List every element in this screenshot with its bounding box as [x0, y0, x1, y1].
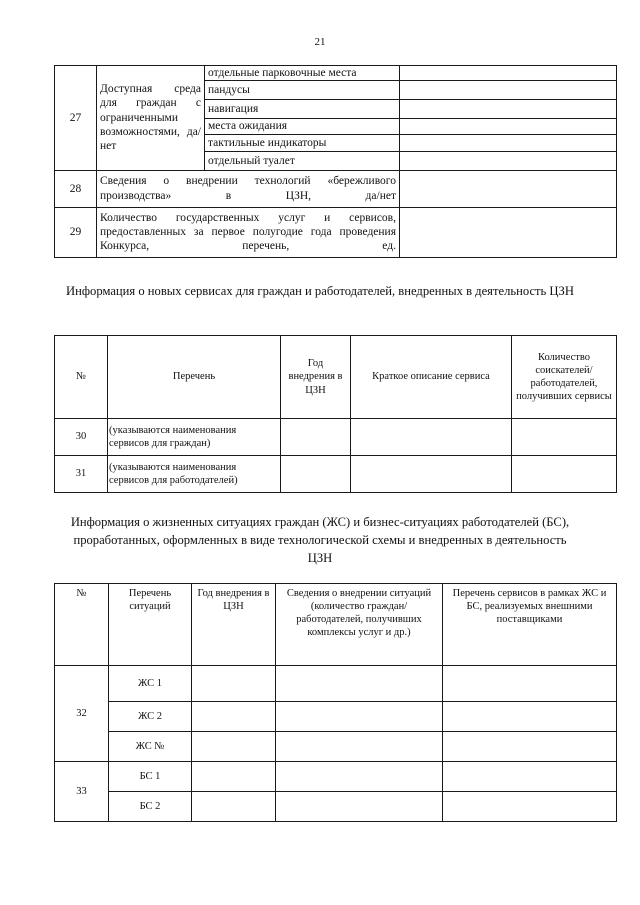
- table-row: [55, 419, 617, 456]
- row-number: 33: [55, 762, 109, 822]
- sub-item: тактильные индикаторы: [205, 134, 400, 151]
- column-header: №: [55, 584, 109, 666]
- row-description: Доступная среда для граждан с ограниченными возможностями, да/нет: [97, 66, 205, 171]
- situation-label: ЖС 1: [109, 666, 192, 702]
- value-cell[interactable]: [443, 732, 617, 762]
- table-row: [55, 666, 617, 702]
- value-cell[interactable]: [443, 762, 617, 792]
- value-cell[interactable]: [192, 732, 276, 762]
- value-cell[interactable]: [192, 762, 276, 792]
- table-row: [55, 762, 617, 792]
- value-cell[interactable]: [400, 134, 617, 151]
- table-row: [55, 732, 617, 762]
- value-cell[interactable]: [443, 666, 617, 702]
- section-heading-services: Информация о новых сервисах для граждан и работодателей, внедренных в деятельность ЦЗН: [66, 284, 574, 298]
- value-cell[interactable]: [281, 419, 351, 456]
- value-cell[interactable]: [281, 456, 351, 493]
- column-header: Количество соискателей/ работодателей, получивших сервисы: [512, 336, 617, 419]
- row-number: 32: [55, 666, 109, 762]
- row-number: 30: [55, 419, 108, 456]
- service-list-cell: (указываются наименования сервисов для граждан): [108, 419, 281, 456]
- value-cell[interactable]: [192, 666, 276, 702]
- column-header: Перечень сервисов в рамках ЖС и БС, реализуемых внешними поставщиками: [443, 584, 617, 666]
- situation-label: БС 2: [109, 792, 192, 822]
- value-cell[interactable]: [400, 170, 617, 207]
- sub-item: отдельные парковочные места: [205, 66, 400, 81]
- value-cell[interactable]: [351, 456, 512, 493]
- value-cell[interactable]: [276, 666, 443, 702]
- row-description: Сведения о внедрении технологий «бережливого производства» в ЦЗН, да/нет: [97, 170, 400, 207]
- column-header: Краткое описание сервиса: [351, 336, 512, 419]
- column-header: №: [55, 336, 108, 419]
- table-row: [55, 702, 617, 732]
- row-number: 27: [55, 66, 97, 171]
- situation-label: БС 1: [109, 762, 192, 792]
- sub-item: навигация: [205, 100, 400, 119]
- column-header: Перечень: [108, 336, 281, 419]
- value-cell[interactable]: [400, 151, 617, 170]
- services-table: [54, 335, 617, 493]
- value-cell[interactable]: [192, 702, 276, 732]
- column-header: Год внедрения в ЦЗН: [281, 336, 351, 419]
- value-cell[interactable]: [276, 762, 443, 792]
- table-header-row: [55, 336, 617, 419]
- value-cell[interactable]: [443, 702, 617, 732]
- section-heading-situations: Информация о жизненных ситуациях граждан (ЖС) и бизнес-ситуациях работодателей (БС), проработанных, оформленных в виде технологической схемы и внедренных в деятельность ЦЗН: [70, 515, 570, 565]
- value-cell[interactable]: [400, 81, 617, 100]
- row-number: 29: [55, 207, 97, 257]
- value-cell[interactable]: [400, 66, 617, 81]
- table-row: [55, 456, 617, 493]
- value-cell[interactable]: [276, 702, 443, 732]
- value-cell[interactable]: [192, 792, 276, 822]
- value-cell[interactable]: [400, 207, 617, 257]
- row-number: 31: [55, 456, 108, 493]
- column-header: Год внедрения в ЦЗН: [192, 584, 276, 666]
- table-row: [55, 207, 617, 257]
- sub-item: места ожидания: [205, 119, 400, 134]
- value-cell[interactable]: [400, 119, 617, 134]
- situation-label: ЖС №: [109, 732, 192, 762]
- table-header-row: [55, 584, 617, 666]
- page-number: 21: [314, 36, 326, 48]
- row-description: Количество государственных услуг и сервисов, предоставленных за первое полугодие года проведения Конкурса, перечень, ед.: [97, 207, 400, 257]
- column-header: Сведения о внедрении ситуаций (количество граждан/ работодателей, получивших комплексы услуг и др.): [276, 584, 443, 666]
- value-cell[interactable]: [276, 792, 443, 822]
- table-row: [55, 792, 617, 822]
- sub-item: пандусы: [205, 81, 400, 100]
- service-list-cell: (указываются наименования сервисов для работодателей): [108, 456, 281, 493]
- value-cell[interactable]: [443, 792, 617, 822]
- row-number: 28: [55, 170, 97, 207]
- column-header: Перечень ситуаций: [109, 584, 192, 666]
- table-row: [55, 66, 617, 81]
- value-cell[interactable]: [276, 732, 443, 762]
- indicators-table: [54, 65, 617, 258]
- value-cell[interactable]: [400, 100, 617, 119]
- value-cell[interactable]: [512, 456, 617, 493]
- table-row: [55, 170, 617, 207]
- situations-table: [54, 583, 617, 822]
- value-cell[interactable]: [351, 419, 512, 456]
- sub-item: отдельный туалет: [205, 151, 400, 170]
- value-cell[interactable]: [512, 419, 617, 456]
- situation-label: ЖС 2: [109, 702, 192, 732]
